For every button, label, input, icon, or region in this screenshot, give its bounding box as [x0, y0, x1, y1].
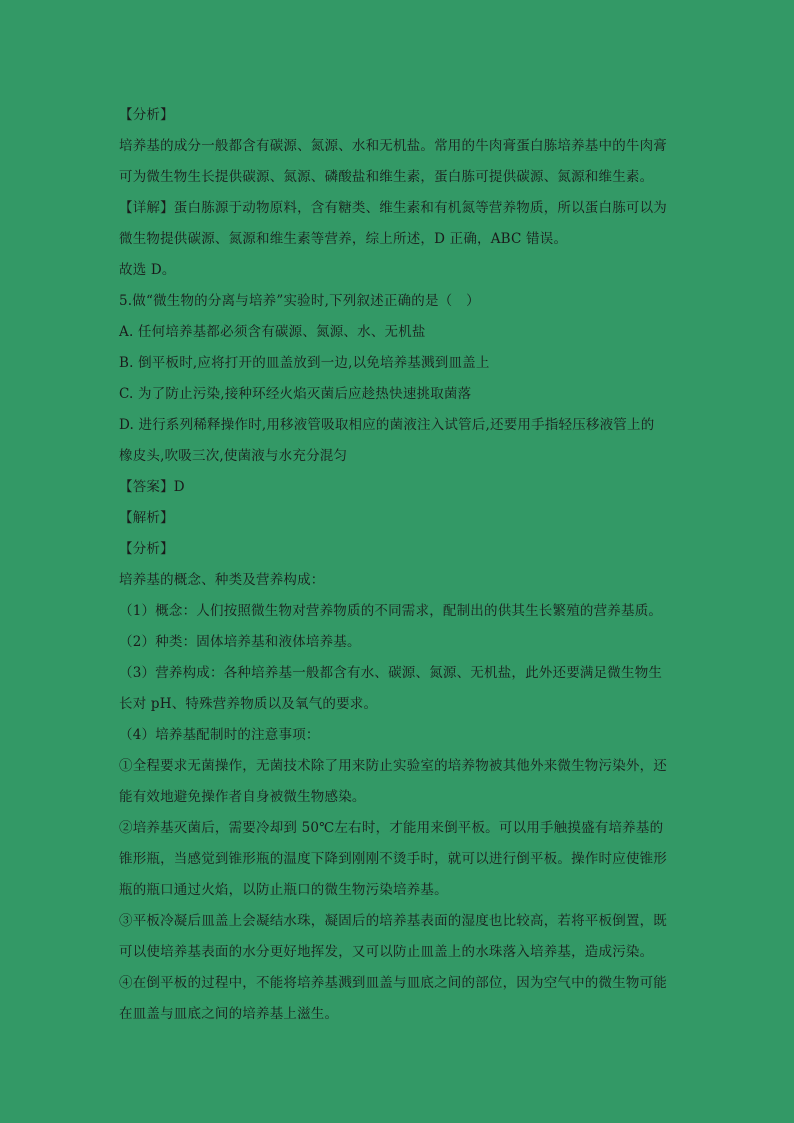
option-a: A. 任何培养基都必须含有碳源、氮源、水、无机盐: [119, 324, 426, 340]
text-line: 培养基的概念、种类及营养构成：: [119, 572, 325, 588]
text-line: 微生物提供碳源、氮源和维生素等营养，综上所述，D 正确，ABC 错误。: [119, 231, 568, 247]
text-line: （2）种类：固体培养基和液体培养基。: [119, 634, 361, 650]
text-line: （4）培养基配制时的注意事项：: [119, 727, 320, 743]
text-line: ④在倒平板的过程中，不能将培养基溅到皿盖与皿底之间的部位，因为空气中的微生物可能: [119, 975, 667, 991]
text-line: 长对 pH、特殊营养物质以及氧气的要求。: [119, 696, 378, 712]
heading-analysis: 【分析】: [119, 107, 174, 123]
text-line: 可以使培养基表面的水分更好地挥发，又可以防止皿盖上的水珠落入培养基，造成污染。: [119, 944, 654, 960]
text-line: 【详解】蛋白胨源于动物原料，含有糖类、维生素和有机氮等营养物质，所以蛋白胨可以为: [119, 200, 667, 216]
answer-label: 【答案】D: [119, 479, 185, 495]
text-line: 锥形瓶，当感觉到锥形瓶的温度下降到刚刚不烫手时，就可以进行倒平板。操作时应使锥形: [119, 851, 667, 867]
text-line: 故选 D。: [119, 262, 176, 278]
option-c: C. 为了防止污染,接种环经火焰灭菌后应趁热快速挑取菌落: [119, 386, 472, 402]
text-line: ③平板冷凝后皿盖上会凝结水珠，凝固后的培养基表面的湿度也比较高，若将平板倒置，既: [119, 913, 667, 929]
option-d: D. 进行系列稀释操作时,用移液管吸取相应的菌液注入试管后,还要用手指轻压移液管上的: [119, 417, 655, 433]
text-line: ②培养基灭菌后，需要冷却到 50℃左右时，才能用来倒平板。可以用手触摸盛有培养基的: [119, 820, 664, 836]
text-line: （1）概念：人们按照微生物对营养物质的不同需求，配制出的供其生长繁殖的营养基质。: [119, 603, 663, 619]
analysis-label: 【分析】: [119, 541, 174, 557]
option-d-continued: 橡皮头,吹吸三次,使菌液与水充分混匀: [119, 448, 348, 464]
text-line: 培养基的成分一般都含有碳源、氮源、水和无机盐。常用的牛肉膏蛋白胨培养基中的牛肉膏: [119, 138, 667, 154]
document-body: [119, 100, 679, 1030]
text-line: 可为微生物生长提供碳源、氮源、磷酸盐和维生素，蛋白胨可提供碳源、氮源和维生素。: [119, 169, 654, 185]
option-b: B. 倒平板时,应将打开的皿盖放到一边,以免培养基溅到皿盖上: [119, 355, 490, 371]
text-line: ①全程要求无菌操作，无菌技术除了用来防止实验室的培养物被其他外来微生物污染外，还: [119, 758, 667, 774]
explanation-label: 【解析】: [119, 510, 174, 526]
question-stem: 5.做“微生物的分离与培养”实验时,下列叙述正确的是（ ）: [119, 293, 480, 309]
text-line: （3）营养构成：各种培养基一般都含有水、碳源、氮源、无机盐，此外还要满足微生物生: [119, 665, 663, 681]
text-line: 在皿盖与皿底之间的培养基上滋生。: [119, 1006, 339, 1022]
text-line: 能有效地避免操作者自身被微生物感染。: [119, 789, 366, 805]
text-line: 瓶的瓶口通过火焰，以防止瓶口的微生物污染培养基。: [119, 882, 448, 898]
